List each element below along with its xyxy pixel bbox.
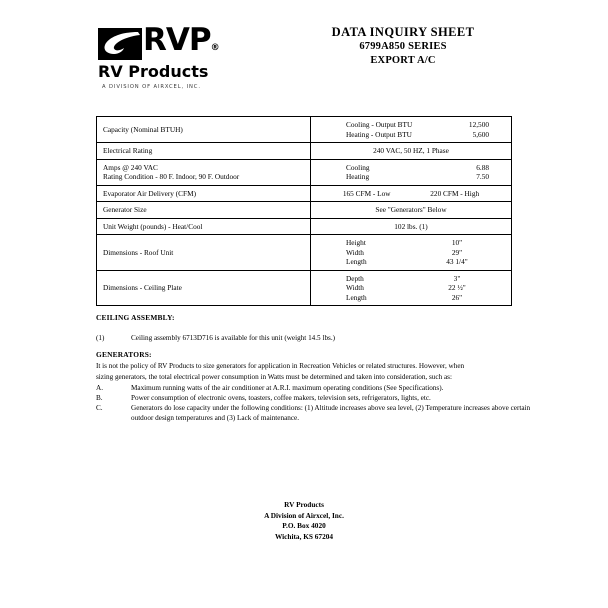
value-pair bbox=[311, 120, 511, 130]
row-value bbox=[311, 159, 512, 185]
dimension-value: 26" bbox=[451, 292, 463, 302]
row-value-text: See "Generators" Below bbox=[375, 205, 447, 214]
logo-company-name: RV Products bbox=[98, 62, 209, 81]
table-row bbox=[97, 235, 512, 271]
registered-mark-icon: ® bbox=[210, 43, 219, 53]
row-label: Unit Weight (pounds) - Heat/Cool bbox=[97, 218, 311, 235]
dimension-entry bbox=[311, 283, 511, 293]
dimension-key: Width bbox=[346, 247, 364, 257]
model-subtitle: EXPORT A/C bbox=[370, 55, 436, 66]
row-label bbox=[97, 159, 311, 185]
dimension-key: Width bbox=[346, 283, 364, 292]
row-label: Generator Size bbox=[97, 202, 311, 219]
footer-city-state-zip: Wichita, KS 67204 bbox=[274, 531, 334, 541]
generators-paragraph-line-1: It is not the policy of RV Products to size generators for application in Recreation Vehicles or related structures. However, when bbox=[96, 362, 465, 370]
footer-division: A Division of Airxcel, Inc. bbox=[264, 510, 344, 520]
logo-wordmark bbox=[143, 22, 219, 63]
value-pair bbox=[311, 163, 511, 173]
dimension-value: 43 1/4" bbox=[446, 257, 468, 266]
series-subtitle: 6799A850 SERIES bbox=[359, 41, 447, 52]
list-item bbox=[96, 383, 534, 393]
row-label: Electrical Rating bbox=[97, 143, 311, 160]
dimension-entry bbox=[311, 257, 511, 267]
row-label: Evaporator Air Delivery (CFM) bbox=[97, 185, 311, 202]
pair-key: Heating bbox=[346, 172, 370, 181]
rvp-swoosh-icon bbox=[98, 28, 142, 60]
generators-section bbox=[96, 350, 534, 423]
pair-key: Heating - Output BTU bbox=[346, 129, 412, 139]
row-value bbox=[311, 117, 512, 143]
row-value-text: 102 lbs. (1) bbox=[394, 221, 428, 231]
pair-value: 7.50 bbox=[476, 172, 489, 181]
row-label: Capacity (Nominal BTUH) bbox=[97, 117, 311, 143]
specifications-table bbox=[96, 116, 512, 306]
logo-wordmark-text: RVP bbox=[143, 22, 211, 58]
row-value bbox=[311, 218, 512, 235]
table-row bbox=[97, 143, 512, 160]
table-row bbox=[97, 159, 512, 185]
value-pair bbox=[311, 130, 511, 140]
row-label: Dimensions - Ceiling Plate bbox=[97, 270, 311, 306]
pair-value: 5,600 bbox=[472, 129, 489, 139]
document-footer bbox=[0, 500, 608, 542]
rvp-logo bbox=[98, 22, 248, 91]
dimension-entry bbox=[311, 293, 511, 303]
dimension-entry bbox=[311, 248, 511, 258]
dimension-key: Length bbox=[346, 292, 367, 302]
generators-list bbox=[96, 383, 534, 423]
table-row bbox=[97, 185, 512, 202]
table-row bbox=[97, 218, 512, 235]
ceiling-assembly-heading: CEILING ASSEMBLY: bbox=[96, 313, 175, 322]
list-item bbox=[96, 393, 534, 403]
dimension-key: Depth bbox=[346, 273, 364, 283]
list-item-text: Maximum running watts of the air conditioner at A.R.I. maximum operating conditions (See Specifications). bbox=[131, 384, 444, 392]
value-left: 165 CFM - Low bbox=[342, 188, 391, 198]
pair-key: Cooling - Output BTU bbox=[346, 120, 413, 129]
row-value bbox=[311, 202, 512, 219]
table-row bbox=[97, 202, 512, 219]
dimension-value: 10" bbox=[451, 238, 463, 247]
dimension-value: 3" bbox=[453, 273, 461, 283]
dimension-value: 29" bbox=[451, 247, 463, 257]
list-item-letter: B. bbox=[96, 394, 103, 402]
title-block bbox=[283, 24, 523, 68]
pair-value: 6.88 bbox=[476, 162, 489, 172]
value-pair bbox=[311, 172, 511, 182]
logo-top-row bbox=[98, 22, 248, 61]
list-item-letter: C. bbox=[96, 404, 103, 412]
table-row bbox=[97, 270, 512, 306]
list-item-letter: A. bbox=[96, 384, 103, 392]
row-value bbox=[311, 185, 512, 202]
note-text: Ceiling assembly 6713D716 is available for this unit (weight 14.5 lbs.) bbox=[131, 334, 336, 342]
list-item bbox=[96, 403, 534, 423]
footer-po-box: P.O. Box 4020 bbox=[282, 521, 326, 530]
list-item-text: Power consumption of electronic ovens, toasters, coffee makers, television sets, refrigerators, lights, etc. bbox=[131, 394, 431, 402]
dimension-key: Length bbox=[346, 257, 367, 266]
pair-value: 12,500 bbox=[468, 120, 489, 129]
list-item-text: Generators do lose capacity under the following conditions: (1) Altitude increases above sea level, (2) Temperature increases above certain outdoor design temperatures and (3) Lack of maintenance. bbox=[131, 404, 531, 422]
table-row bbox=[97, 117, 512, 143]
dimension-entry bbox=[311, 274, 511, 284]
note-number: (1) bbox=[96, 334, 105, 342]
row-value bbox=[311, 235, 512, 271]
dimension-value: 22 ½" bbox=[448, 283, 466, 292]
row-label-line1: Amps @ 240 VAC bbox=[103, 162, 158, 172]
generators-heading: GENERATORS: bbox=[96, 350, 152, 359]
row-value-text: 240 VAC, 50 HZ, 1 Phase bbox=[373, 146, 449, 155]
row-value bbox=[311, 270, 512, 306]
dimension-entry bbox=[311, 238, 511, 248]
ceiling-assembly-note bbox=[96, 333, 526, 343]
ceiling-assembly-section bbox=[96, 313, 526, 343]
value-two-column bbox=[311, 189, 511, 199]
pair-key: Cooling bbox=[346, 162, 370, 172]
page-title: DATA INQUIRY SHEET bbox=[331, 25, 475, 39]
generators-paragraph-line-2: sizing generators, the total electrical power consumption in Watts must be determined and taken into consideration, such as: bbox=[96, 373, 452, 381]
value-right: 220 CFM - High bbox=[430, 188, 480, 198]
footer-company: RV Products bbox=[284, 500, 324, 509]
row-label-line2: Rating Condition - 80 F. Indoor, 90 F. Outdoor bbox=[103, 172, 240, 181]
document-header bbox=[0, 0, 608, 105]
logo-division-line: A DIVISION OF AIRXCEL, INC. bbox=[102, 84, 201, 90]
dimension-key: Height bbox=[346, 238, 366, 247]
row-value bbox=[311, 143, 512, 160]
row-label: Dimensions - Roof Unit bbox=[97, 235, 311, 271]
